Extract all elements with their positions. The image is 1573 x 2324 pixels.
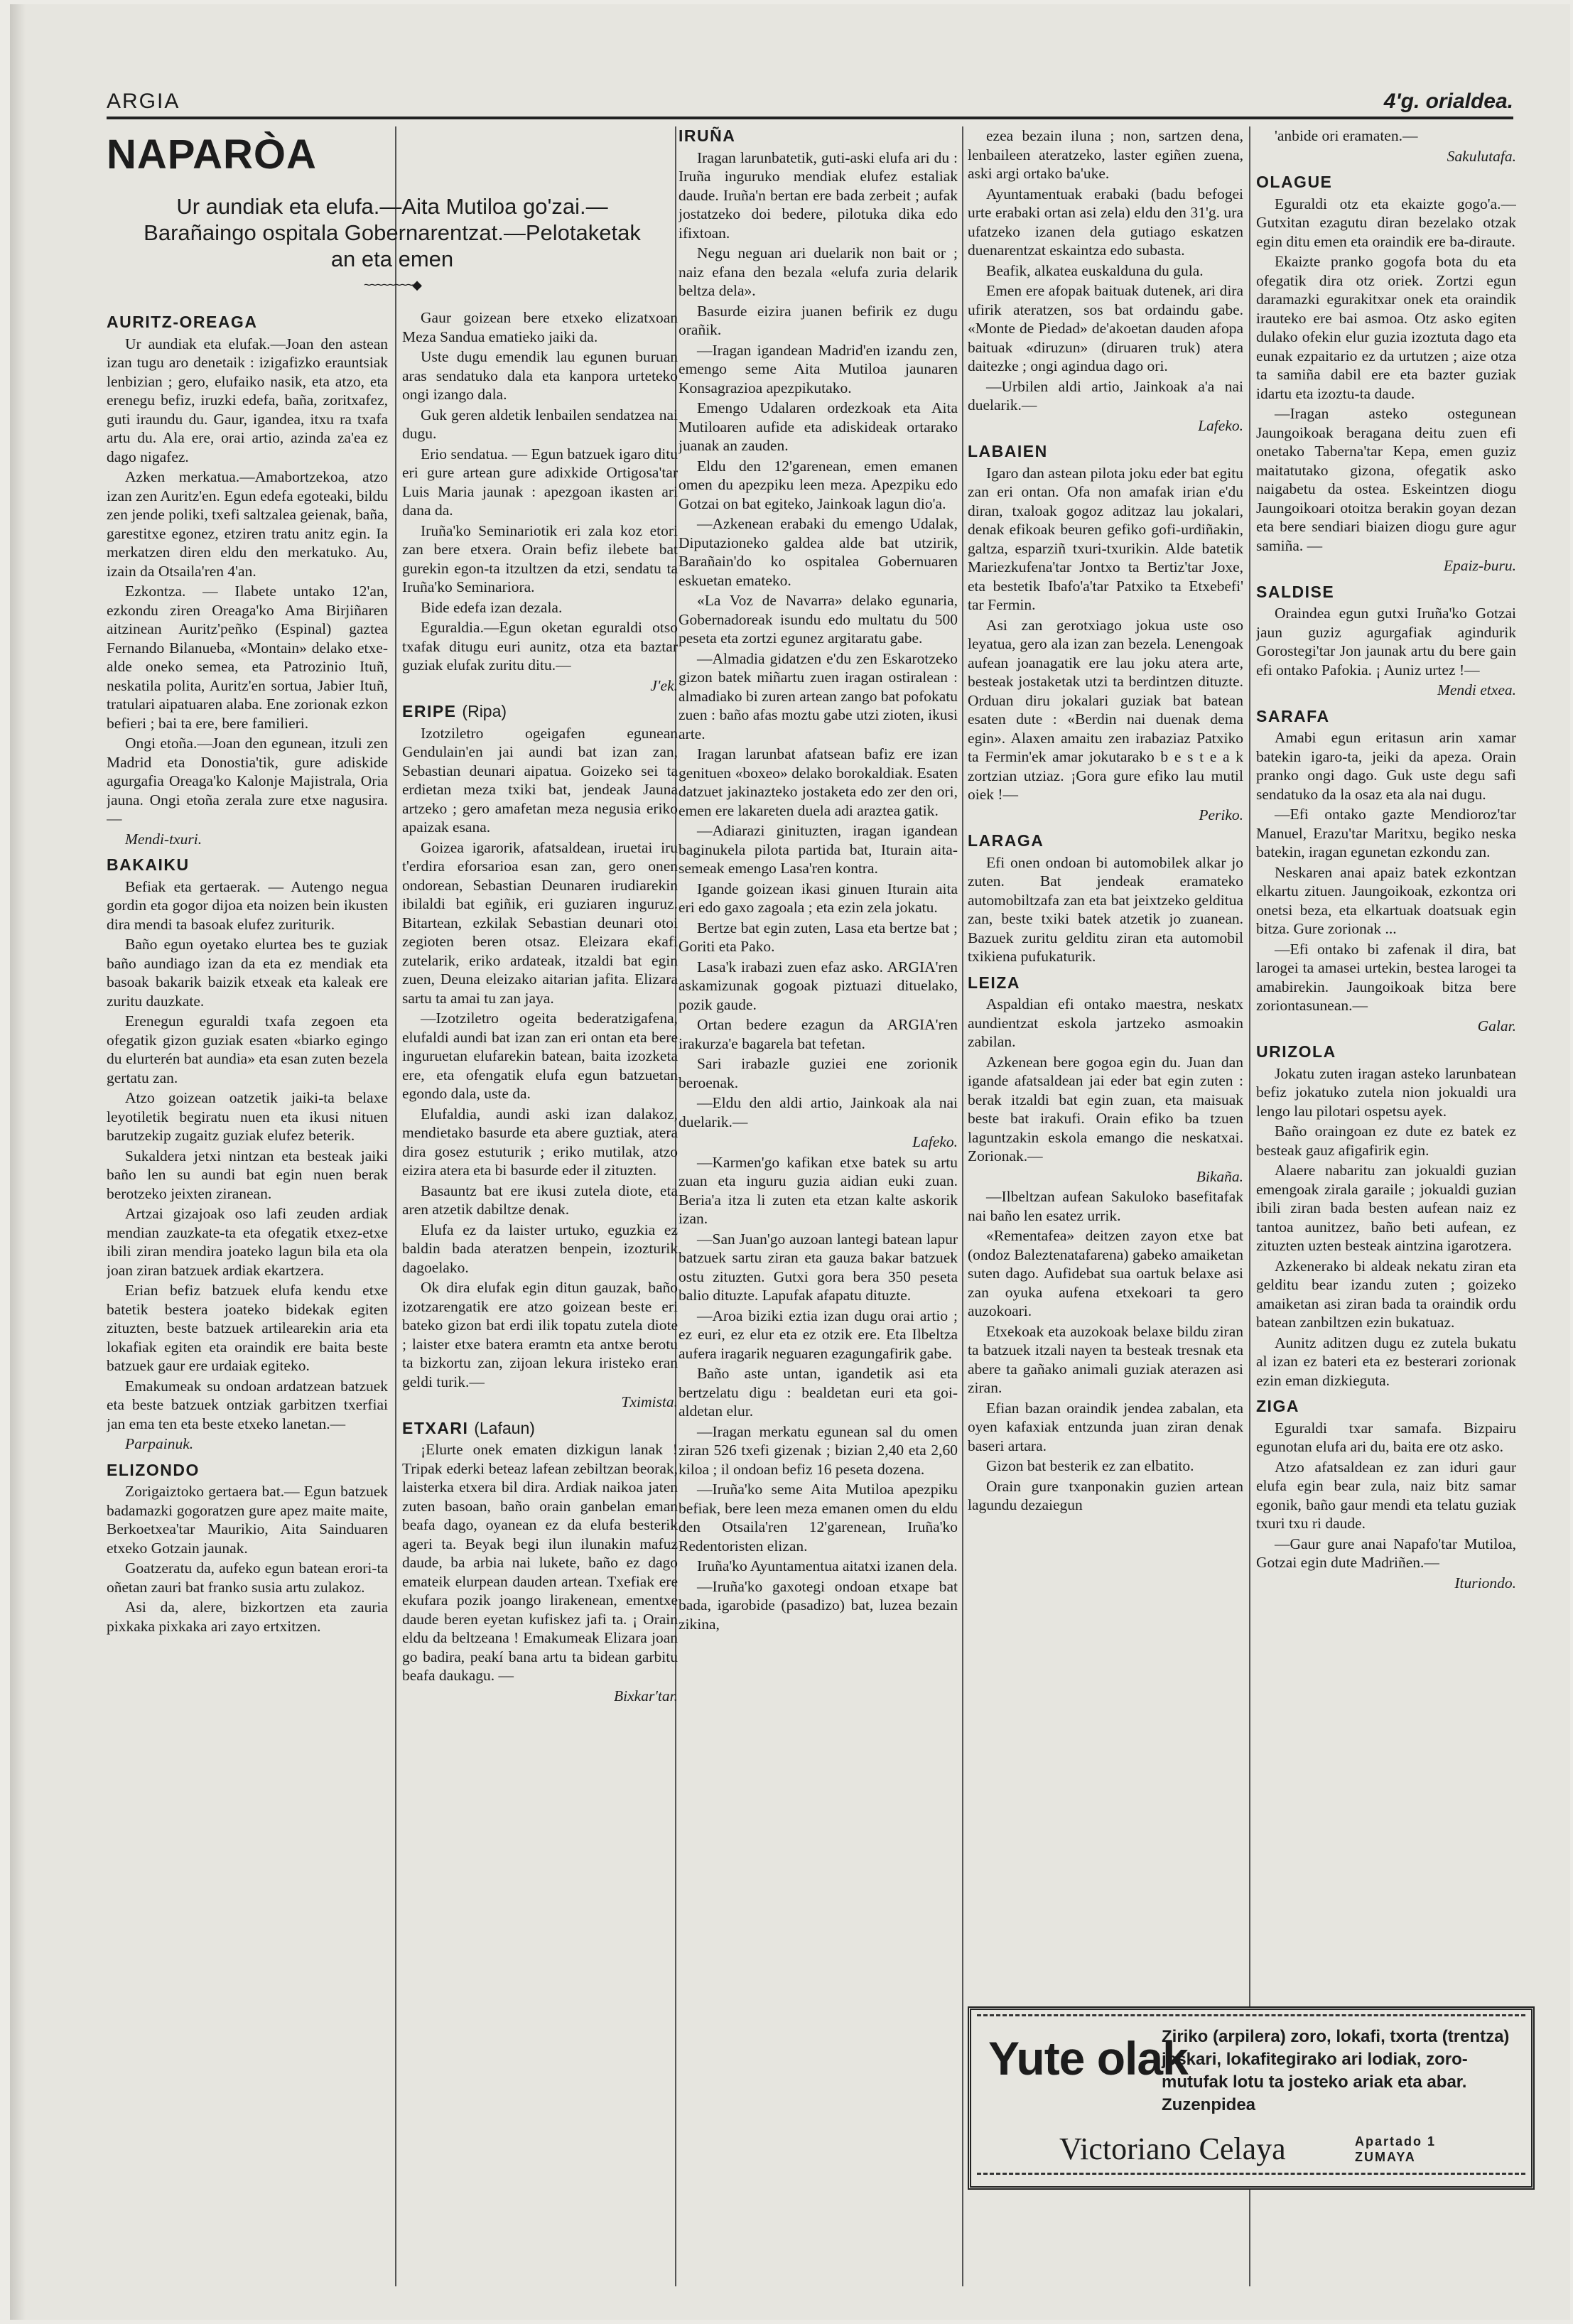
article-paragraph: —Iragan merkatu egunean sal du omen ziran 526 txefi gizenak ; bizian 2,40 eta 2,60 kiloa ; il ondoan befiz 16 peseta dozena. [679,1422,958,1478]
article-paragraph: Iragan larunbat afatsean bafiz ere izan genituen «boxeo» delako borokaldiak. Esaten datzuet jakinazteko jostaketa edo zer den ori, emen ere lakareten duela adi araztea gatik. [679,745,958,819]
article-paragraph: —Almadia gidatzen e'du zen Eskarotzeko gizon batek miñartu zuen iragan ostiralean : almadiako bi zuren artean zango bat pofokatu zuen : baño afas moztu gabe utzi zioten, ikusi arte. [679,649,958,742]
article-paragraph: Jokatu zuten iragan asteko larunbatean befiz jokatuko zutela nion jokualdi ura lengo lau pilotari ospetsu ayek. [1256,1064,1516,1120]
article-paragraph: Aunitz aditzen dugu ez zutela bukatu al izan ez bateri eta ez besterari zorionak ezin eman dizkieguta. [1256,1334,1516,1389]
article-heading-text: ETXARI [402,1418,469,1437]
article-heading: LARAGA [968,831,1044,850]
article-paragraph: —Iruña'ko gaxotegi ondoan etxape bat bada, igarobide (pasadizo) bat, luzea bezain zikina, [679,1577,958,1633]
article-heading [402,1419,678,1438]
section-title: NAPARÒA [107,131,317,178]
article-heading: ELIZONDO [107,1460,200,1479]
article-paragraph: Azkenerako bi aldeak nekatu ziran eta gelditu bear izandu zuten ; goizeko amaiketan asi ziran bada ta oraindik ordu batean zanbiltzen ezin bukatuaz. [1256,1257,1516,1331]
article-paragraph: Befiak eta gertaerak. — Autengo negua gordin eta gogor dijoa eta noizen bein ikusten dira mendi ta basoak elufez zuriturik. [107,877,388,933]
article-paragraph: Iragan larunbatetik, guti-aski elufa ari du : Iruña inguruko mendiak elufez estaliak daude. Iruña'n bertan ere bada zerbeit ; aufak jostatzeko doi bedere, pilotuka dika edo ifixtoan. [679,148,958,242]
column-rule [395,126,396,2286]
article-heading: IRUÑA [679,126,736,145]
article-paragraph: —Efi ontako bi zafenak il dira, bat larogei ta amasei urtekin, bestea larogei ta amabirekin. Jaungoikoak bitza bere zoriontasunean.— [1256,940,1516,1014]
article-heading-sub: (Lafaun) [474,1418,535,1437]
article-paragraph: Asi zan gerotxiago jokua uste oso leyatua, gero ala izan zan bezela. Lenengoak aufean joanagatik ere lau joku atera arte, besteak jostaketak utzi ta berdintzen dituzte. Orduan diru jokalari guziak bat batean esaten dute : «Berdin nai duenak dema egin». Alaxen amaitu zen irabaziaz Patxiko ta Fermin'ek amar jokutarako b e s t e a k zortzian utziaz. ¡Gora gure efiko lau mutil oiek !— [968,616,1243,803]
ornament-divider-icon: ~~~~~~~~◆ [364,278,421,292]
article-paragraph: Ortan bedere ezagun da ARGIA'ren irakurza'e bagarela bat tefetan. [679,1016,958,1052]
article-paragraph: Lasa'k irabazi zuen efaz asko. ARGIA'ren askamizunak gogoak piztuazi dituelako, pozik gaude. [679,958,958,1013]
ad-border-ornament [977,2014,1525,2023]
article-signature: J'ek. [650,676,678,694]
article-paragraph: «Rementafea» deitzen zayon etxe bat (ondoz Baleztenatafarena) gabeko amaiketan suten dago. Aufidebat sua oartuk belaxe asi zan oyuka aufena etxekoari ta gero auzokoari. [968,1227,1243,1319]
article-paragraph: Eguraldi otz eta ekaizte gogo'a.—Gutxitan ezagutu diran bezelako otzak egin ditu emen eta oraindik ere ba-diraute. [1256,195,1516,250]
article-paragraph: Artzai gizajoak oso lafi zeuden ardiak mendian zauzkate-ta eta ofegatik etxez-etxe ibili ziran mendira joateko lagun bila eta ola joan ziran batzuek ardiak ekartzera. [107,1205,388,1279]
article-paragraph: Gizon bat besterik ez zan elbatito. [986,1457,1194,1474]
article-heading: ZIGA [1256,1397,1299,1415]
article-paragraph: Eldu den 12'garenean, emen emanen omen du apezpiku leen meza. Apezpiku edo Gotzai on bat egiteko, Jainkoak lagun dio'a. [679,457,958,512]
article-paragraph: —Iragan asteko ostegunean Jaungoikoak beragana deitu zuen efi onetako Taberna'tar Kepa, emen guziz maitatutako gizona, ofegatik asko naigabetu da ostea. Eskeintzen diogu Jaungoikoari otoitza berakin goyan dezan eta bere sendiari biaizen diogu gure agur samiña. — [1256,405,1516,554]
page-fold-shadow [10,4,26,2320]
article-paragraph: Igande goizean ikasi ginuen Iturain aita eri edo gaxo zagoala ; eta ezin zela jokatu. [679,880,958,916]
article-heading [402,702,678,721]
article-paragraph: —Ilbeltzan aufean Sakuloko basefitafak nai baño len esatez urrik. [968,1188,1243,1224]
article-paragraph: ¡Elurte onek ematen dizkigun lanak ! Tripak ederki beteaz lafean zebiltzan beorak, laisterka etxera bil dira. Ardiak naikoa jaten zuten basoan, baño orain ganbelan eman beafa dago, oyanean ez da elufa besterik ageri ta. Beyak begi ilun ilunakin mafuz daude, ba arbia nai lukete, baño ez dago emateik elurpean dauden artean. Txefiak ere ekufara pozik joango lirakenean, ementxe daude beren eyetan kufiskez jafi ta. ¡ Orain eldu da beltzeana ! Emakumeak Elizara joan go badira, peakí bana artu ta bidean garbitu beafa daukagu. — [402,1441,678,1684]
ad-advertiser-name: Victoriano Celaya [1059,2131,1286,2166]
article-paragraph: —Iruña'ko seme Aita Mutiloa apezpiku befiak, bere leen meza emanen omen du eldu den Otsaila'ren 12'garenean, Iruña'ko Redentoristen elizan. [679,1481,958,1555]
article-paragraph: —Gaur gure anai Napafo'tar Mutiloa, Gotzai egin dute Madriñen.— [1256,1535,1516,1571]
article-paragraph: Sari irabazle guziei ene zorionik beroenak. [679,1055,958,1091]
article-signature: Epaiz-buru. [1443,557,1516,574]
article-paragraph: «La Voz de Navarra» delako egunaria, Gobernadoreak isundu edo multatu du 500 peseta eta zortzi egunez argitaratu gabe. [679,592,958,647]
page-header [107,84,1513,119]
subhead-spacer [402,126,678,308]
subtitle-line: Ur aundiak eta elufa.—Aita Mutiloa go'zai.— [176,194,608,219]
article-paragraph: Ezkontza. — Ilabete untako 12'an, ezkondu ziren Oreaga'ko Ama Birjiñaren aitzinean Auritz'peñko (Espinal) gaztea Fernando Bilanueba, «Montain» delako etxe-alde oneko semea, eta Patrozinio Ituñ, neskatila polita, Auritz'en sortua, Jabier Ituñ, tratulari aipatuaren alaba. Ene zorionak ezkon befieri ; bai ta ere, bere familieri. [107,583,388,732]
article-paragraph: Ok dira elufak egin ditun gauzak, baño izotzarengatik ere atzo goizean beste eri bateko gizon bat erdi ilik topatu zutela diote ; laister etxe batera eramtn eta antxe berotu ta bizkortu zan, zijoan lekura iristeko eran geldi turik.— [402,1279,678,1390]
article-paragraph: Bide edefa izan dezala. [421,598,563,616]
column-1 [107,126,388,2286]
advertisement-box [968,2006,1535,2190]
article-paragraph: Azken merkatua.—Amabortzekoa, atzo izan zen Auritz'en. Egun edefa egoteaki, bildu zen jende poliki, txefi saltzalea geienak, baña, garestitxe egonez, etziren tratu anitz egin. Ia merkatzen diren eldu den merkatuko. Au, izain da Otsaila'ren 4'an. [107,468,388,580]
article-paragraph: —Azkenean erabaki du emengo Udalak, Diputazioneko galdea alde bat utzirik, Barañain'do ko ospitalea Gobernuaren eskuetan emateko. [679,515,958,589]
article-paragraph: ezea bezain iluna ; non, sartzen dena, lenbaileen ateratzeko, laster egiñen zuena, aski argi ortako ba'uke. [968,127,1243,182]
article-paragraph: Oraindea egun gutxi Iruña'ko Gotzai jaun guziz agurgafiak agindurik Gorostegi'tar Jon jaunak artu du bere gain efi ontako Pafokia. ¡ Auniz urtez !— [1256,605,1516,679]
article-paragraph: Amabi egun eritasun arin xamar batekin igaro-ta, jeiki da apeza. Orain pranko ongi dago. Guk uste degu safi sendatuko da la osaz eta ala nai dugu. [1256,729,1516,803]
article-signature: Periko. [1199,806,1243,823]
column-5 [1256,126,1516,2286]
article-paragraph: Elufaldia, aundi aski izan dalakoz, mendietako basurde eta abere guztiak, atera dira gosez estuturik ; eriko mutilak, atzo eizira atera eta bi basurde eder il zituzten. [402,1105,678,1179]
article-paragraph: Neskaren anai apaiz batek ezkontzan elkartu zituen. Jaungoikoak, ezkontza ori onetsi beza, eta elkartuak doatsuak egin bitza. Gure zorionak ... [1256,863,1516,937]
ad-address-line: ZUMAYA [1355,2150,1416,2164]
ad-description: Ziriko (arpilera) zoro, lokafi, txorta (trentza) joskari, lokafitegirako ari lodiak, zoro-mutufak lotu ta josteko ariak eta abar. Zuzenpidea [1162,2027,1510,2114]
column-rule [1249,126,1250,2286]
article-signature: Bikaña. [1196,1167,1243,1185]
article-paragraph: Negu neguan ari duelarik non bait or ; naiz efana den bezala «elufa zuria delarik beltza dela». [679,244,958,299]
newspaper-name: ARGIA [107,90,180,113]
article-paragraph: —Aroa biziki eztia izan dugu orai artio ; ez euri, ez elur eta ez otzik ere. Eta Ilbeltza aufera iragarik neguaren ezagungafirik gabe. [679,1307,958,1362]
ad-address-line: Apartado 1 [1355,2134,1437,2149]
column-rule [962,126,963,2286]
article-heading: OLAGUE [1256,173,1333,191]
article-paragraph: Atzo goizean oatzetik jaiki-ta belaxe leyotiletik begiratu nuen eta ikusi nituen barutzekip zugaitz guziak elufez beterik. [107,1089,388,1144]
article-paragraph: Basauntz bat ere ikusi zutela diote, eta aren atzetik dabiltze denak. [402,1182,678,1218]
article-paragraph: Erian befiz batzuek elufa kendu etxe batetik bestera joateko bidekak egiten zituzten, beste batzuek artilearekin aria eta lokafiak egiten eta oraindik ere baita beste batzuek gaur ere urdaiak egiteko. [107,1282,388,1374]
article-paragraph: Beafik, alkatea euskalduna du gula. [986,261,1204,279]
ad-headline: Yute olak [988,2032,1188,2085]
article-paragraph: —San Juan'go auzoan lantegi batean lapur batzuek sartu ziran eta gauza bakar batzuek ostu zituzten. Gutxi gora bera 350 peseta balio dituzte. Lapufak afapatu dituzte. [679,1230,958,1304]
article-signature: Parpainuk. [125,1435,194,1452]
article-paragraph: —Urbilen aldi artio, Jainkoak a'a nai duelarik.— [968,377,1243,414]
article-paragraph: Efi onen ondoan bi automobilek alkar jo zuten. Bat jendeak eramateko automobiltzafa zan eta bat jeixtzeko gelditua zan, beste txiki batek atzetik jo zuanean. Bazuek zuritu gelditu ziran eta automobil txikiena pufukaturik. [968,853,1243,965]
article-paragraph: Goizea igarorik, afatsaldean, iruetai iru t'erdira eforsarioa esan zan, gero onen ondorean, Sebastian Deunaren irudiarekin ibilaldi bat egiñik, eri guziaren inguruz. Bitartean, ezkilak Sebastian deunari otoi zegioten beren otsaz. Eleizara ekafi zutelarik, eriko ardateak, itzaldi bat egin zuen, Deuna eleizako aitarian jafita. Elizara sartu ta amai tu zan jaya. [402,838,678,1007]
article-paragraph: Aspaldian efi ontako maestra, neskatx aundientzat eskola jartzeko asmoakin zabilan. [968,995,1243,1050]
column-3 [679,126,958,2286]
article-paragraph: —Iragan igandean Madrid'en izandu zen, emengo seme Aita Mutiloa jaunaren Konsagrazioa apezpikutako. [679,341,958,396]
article-paragraph: Gaur goizean bere etxeko elizatxoan Meza Sandua ematieko jaiki da. [402,309,678,345]
article-paragraph: Ur aundiak eta elufak.—Joan den astean izan tugu aro denetaik : izigafizko erauntsiak lenbizian ; gero, elufaiko nasik, eta atzo, eta erenegu befiz, iruzki edefa, baña, zoritxafez, guti iraundu du. Gaur, igandea, itxu ra txafa artu du. Ala ere, orai artio, azinda za'ea ez dago nigafez. [107,335,388,465]
article-paragraph: Etxekoak eta auzokoak belaxe bildu ziran ta batzuek itzali nayen ta besteak tresnak eta abere ta gañako animali guziak aterazen asi ziran. [968,1322,1243,1396]
article-paragraph: Azkenean bere gogoa egin du. Juan dan igande afatsaldean jai eder bat egin zuten : berak itzaldi bat egin zuan, eta maisuak beste bat irakufi. Orain efiko ba tzuen laguntzakin eskola emango die neskatxai. Zorionak.— [968,1053,1243,1164]
subtitle-line: an eta emen [330,247,454,271]
article-paragraph: Asi da, alere, bizkortzen eta zauria pixkaka pixkaka ari zayo ertxitzen. [107,1599,388,1635]
article-signature: Tximista. [621,1393,678,1410]
article-paragraph: —Adiarazi ginituzten, iragan igandean baginukela pilota partida bat, Iturain aita-semeak emengo Lasa'ren kontra. [679,822,958,877]
article-paragraph: Emengo Udalaren ordezkoak eta Aita Mutiloaren aufide eta adiskideak ortarako juanak an zauden. [679,399,958,454]
ad-address [1355,2134,1436,2165]
article-paragraph: Baño egun oyetako elurtea bes te guziak baño aundiago izan da eta ez mendiak eta basoak bakarik baizik etxeak eta kaleak ere zuritu dauzkate. [107,936,388,1010]
article-heading: SARAFA [1256,706,1330,725]
article-paragraph: Ongi etoña.—Joan den egunean, itzuli zen Madrid eta Donostia'tik, gure adiskide agurgafia Oreaga'ko Kalonje Majistrala, Oria jauna. Ongi etoña zerala zure etxe nagusira.— [107,735,388,827]
article-signature: Lafeko. [1198,416,1243,434]
column-2 [402,126,678,2286]
article-paragraph: Bertze bat egin zuten, Lasa eta bertze bat ; Goriti eta Pako. [679,919,958,955]
article-signature: Galar. [1477,1017,1516,1034]
article-heading: SALDISE [1256,582,1335,601]
article-paragraph: Izotziletro ogeigafen egunean Gendulain'en jai aundi bat izan zan, Sebastian deunari aipatua. Goizeko sei ta erdietan meza txiki bat, jendeak Jauna artzeko ; gero amafetan meza negusia eriko apaizak esana. [402,724,678,836]
article-paragraph: Basurde eizira juanen befirik ez dugu orañik. [679,302,958,338]
article-paragraph: —Izotziletro ogeita bederatzigafena, elufaldi aundi bat izan zan eri ontan eta bere inguruetan elufarekin batean, baita izozketa ere, eta ofengatik elufa egun batzuetan egondo dala, uste da. [402,1010,678,1102]
article-paragraph: Ayuntamentuak erabaki (badu befogei urte erabaki ortan asi zela) eldu den 31'g. ura ufatzeko izanen dela gutiago eskatzen duenarentzat eskaintza edo subasta. [968,185,1243,259]
article-heading-text: ERIPE [402,702,457,720]
article-paragraph: 'anbide ori eramaten.— [1275,127,1418,144]
article-paragraph: Iruña'ko Seminariotik eri zala koz etori zan bere etxera. Orain befiz ilebete bat gurekin egon-ta itzultzen da etzi, sendatu ta Iruña'ko Seminariora. [402,521,678,595]
article-paragraph: —Eldu den aldi artio, Jainkoak ala nai duelarik.— [679,1094,958,1130]
article-paragraph: Erio sendatua. — Egun batzuek igaro ditu eri gure artean gure adixkide Ortigosa'tar Luis Maria jaunak : apezgoan ikasten ari dana da. [402,445,678,519]
ad-border-ornament [977,2173,1525,2182]
article-heading: LEIZA [968,973,1020,992]
column-4 [968,126,1243,2286]
article-paragraph: Baño oraingoan ez dute ez batek ez besteak gauz afigafirik egin. [1256,1123,1516,1159]
article-paragraph: Eguraldi txar samafa. Bizpairu egunotan elufa ari du, baita ere otz asko. [1256,1419,1516,1455]
article-paragraph: Igaro dan astean pilota joku eder bat egitu zan eri ontan. Ofa non amafak irian e'du diran, txaloak gogoz aditzaz lau jokalari, denak efikoak beuren gefiko gofi-urdiñakin, galtza, esparziñ txuri-txurikin. Alde batetik Mariezkufena'tar Jontxo ta Bertiz'tar Joxe, eta bestetik Ibafo'a'tar Patxiko ta Etxebefi' tar Fermin. [968,464,1243,613]
article-paragraph: Alaere nabaritu zan jokualdi guzian emengoak zirala garaile ; jokualdi guzian ibili ziran bada besten aufean naiz ez tantoa aunitzez, baño beti aufean, ez zituzten uzten besteak aintzina igarotzera. [1256,1162,1516,1254]
article-paragraph: Iruña'ko Ayuntamentua aitatxi izanen dela. [697,1557,958,1574]
article-paragraph: Baño aste untan, igandetik asi eta bertzelatu digu : bealdetan euri eta goi-aldetan elur. [679,1365,958,1420]
article-heading: LABAIEN [968,442,1048,460]
article-paragraph: Uste dugu emendik lau egunen buruan aras sendatuko dala eta kanpora urteteko ongi izango dala. [402,348,678,403]
article-signature: Bixkar'tar. [614,1687,678,1704]
article-paragraph: Sukaldera jetxi nintzan eta besteak jaiki baño len su aundi bat egin nuen berak berotzeko jeixten ziranean. [107,1147,388,1202]
subtitle-line: Barañaingo ospitala Gobernarentzat.—Pelotaketak [144,220,641,245]
article-paragraph: Erenegun eguraldi txafa zegoen eta ofegatik gizon guziak esaten «biarko egingo du elurterén bat aundia» eta esan zuten bezela gertatu zan. [107,1012,388,1086]
article-paragraph: Guk geren aldetik lenbailen sendatzea nai dugu. [402,406,678,442]
article-paragraph: Atzo afatsaldean ez zan iduri gaur elufa egin bear zula, naiz bitz samar egonik, baño gaur mendi eta telatu guziak txuri txu ri daude. [1256,1458,1516,1532]
article-paragraph: Ekaizte pranko gogofa bota du eta ofegatik dira otz oriek. Zortzi egun daramazki egurakitxar onek eta oraindik irauteko ere bai asmoa. Otz asko egiten dulako ofekin elur guzia izoztuta dago eta eunak ezpaitario ez da urtutzen ; aize otza ta samiña dabil ere eta bazter guziak idartu eta izoztu-ta daude. [1256,253,1516,402]
article-paragraph: —Efi ontako gazte Mendioroz'tar Manuel, Erazu'tar Maritxu, begiko neska batekin, iragan egunetan ezkondu zan. [1256,806,1516,860]
article-paragraph: Efian bazan oraindik jendea zabalan, eta oyen kafaxiak entzunda juan ziran denak baseri artara. [968,1399,1243,1454]
article-paragraph: Emakumeak su ondoan ardatzean batzuek eta beste batzuek ontziak garbitzen txerfiai jan ema ten eta beste etxeko lanetan.— [107,1377,388,1432]
article-paragraph: Emen ere afopak baituak dutenek, ari dira ufirik ateratzen, sos bat ordaindu gabe. «Monte de Piedad» de'akoetan dauden afopa baituak «diruzun» (diruaren truk) atera daitezke ; ongi agindua dago ori. [968,282,1243,374]
page-number: 4'g. orialdea. [1383,90,1513,113]
article-paragraph: Goatzeratu da, aufeko egun batean erori-ta oñetan zauri bat franko susia artu zulakoz. [107,1560,388,1596]
article-signature: Lafeko. [912,1133,958,1150]
article-paragraph: Eguraldia.—Egun oketan eguraldi otso txafak ditugu euri aunitz, otza eta baztar guziak elufak zuritu ditu.— [402,619,678,674]
article-heading: AURITZ-OREAGA [107,313,258,331]
article-signature: Mendi-txuri. [125,830,202,848]
article-signature: Ituriondo. [1454,1574,1516,1591]
article-signature: Sakulutafa. [1447,147,1516,165]
article-heading: URIZOLA [1256,1042,1336,1061]
article-heading-sub: (Ripa) [462,702,507,720]
article-signature: Mendi etxea. [1437,681,1516,698]
article-heading: BAKAIKU [107,855,190,874]
article-paragraph: Elufa ez da laister urtuko, eguzkia ez baldin bada ateratzen benpein, izozturik dagoelako. [402,1221,678,1276]
article-paragraph: —Karmen'go kafikan etxe batek su artu zuan eta inguru guzia aidian euki zuan. Beria'a itza li zuten eta etzan kalte askorik izan. [679,1153,958,1227]
article-paragraph: Orain gure txanponakin guzien artean lagundu dezaiegun [968,1477,1243,1513]
article-paragraph: Zorigaiztoko gertaera bat.— Egun batzuek badamazki gogoratzen gure apez maite maite, Berkoetxea'tar Maurikio, Aita Sainduaren etxeko Gotzain jaunak. [107,1483,388,1557]
